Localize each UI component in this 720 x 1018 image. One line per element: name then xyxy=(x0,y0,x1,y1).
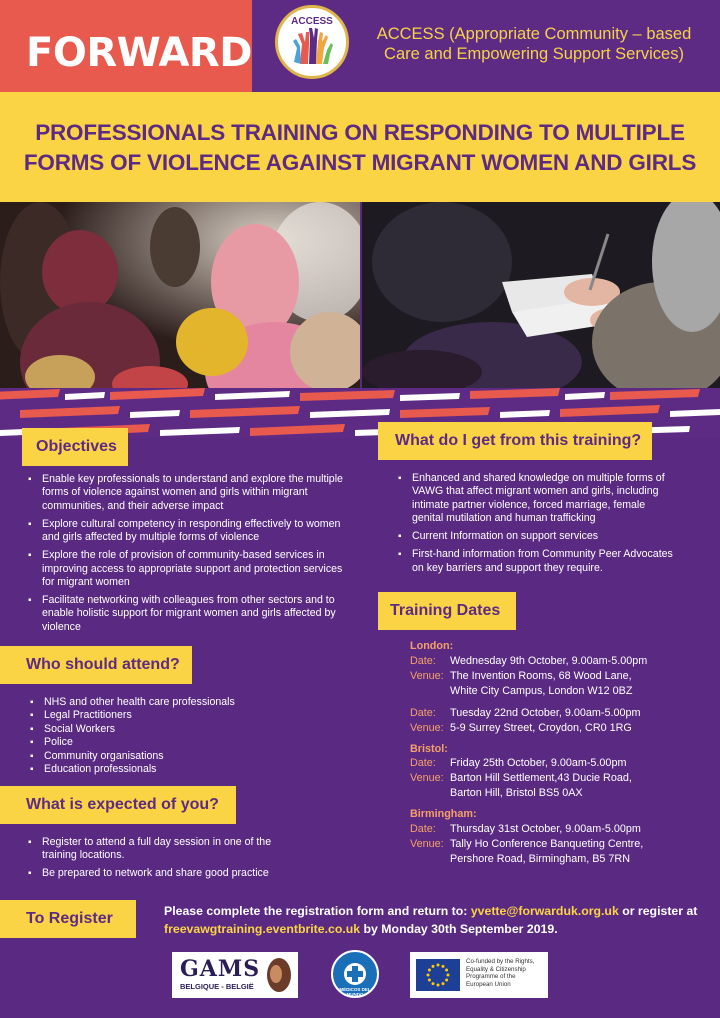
eu-cofunding-text: Co-funded by the Rights, Equality & Citizenship Programme of the European Union xyxy=(466,958,535,988)
venue-label: Venue: xyxy=(410,669,444,682)
list-item: ▪ Current Information on support services xyxy=(396,530,676,543)
venue-line: Barton Hill Settlement,43 Ducie Road, xyxy=(450,772,632,785)
forward-logo-panel xyxy=(0,0,252,104)
session-london-1 xyxy=(410,654,710,699)
venue-line: Tally Ho Conference Banqueting Centre, xyxy=(450,837,644,850)
session-date: Friday 25th October, 9.00am-5.00pm xyxy=(450,757,627,770)
session-bristol xyxy=(410,756,710,801)
date-label: Date: xyxy=(410,654,436,667)
session-date: Tuesday 22nd October, 9.00am-5.00pm xyxy=(450,706,641,719)
session-venue xyxy=(450,669,632,699)
attend-heading xyxy=(0,646,192,684)
list-item: ▪ Social Workers xyxy=(28,723,348,736)
session-venue xyxy=(450,837,643,867)
objectives-list xyxy=(26,473,352,639)
session-venue xyxy=(450,771,632,801)
eventbrite-link[interactable]: freevawgtraining.eventbrite.co.uk xyxy=(164,922,361,936)
page-title-line1: PROFESSIONALS TRAINING ON RESPONDING TO MULTIPLE xyxy=(35,120,685,145)
audience-photo-art xyxy=(0,202,360,390)
eu-cofunding-logo xyxy=(410,952,548,998)
list-item: ▪ Enable key professionals to understand and explore the multiple forms of violence against women and girls within migrant communities, and their adverse impact xyxy=(26,473,352,513)
notes-photo-art xyxy=(362,202,720,390)
medicos-del-mundo-logo xyxy=(331,950,379,998)
access-logo xyxy=(275,5,349,79)
training-dates-heading xyxy=(378,592,516,630)
list-item: ▪ Be prepared to network and share good practice xyxy=(26,867,304,880)
venue-line: The Invention Rooms, 68 Wood Lane, xyxy=(450,669,632,682)
venue-label: Venue: xyxy=(410,837,444,850)
expected-heading xyxy=(0,786,236,824)
list-item: ▪ Register to attend a full day session in one of the training locations. xyxy=(26,836,304,863)
session-date: Thursday 31st October, 9.00am-5.00pm xyxy=(450,822,641,835)
audience-photo xyxy=(0,202,360,390)
eu-flag-icon xyxy=(416,959,460,991)
expected-heading-text: What is expected of you? xyxy=(26,796,219,813)
list-item: ▪ Explore cultural competency in responding effectively to women and girls affected by multiple forms of violence xyxy=(26,518,352,545)
register-heading xyxy=(0,900,136,938)
date-label: Date: xyxy=(410,822,436,835)
city-birmingham: Birmingham: xyxy=(410,808,477,821)
training-dates-heading-text: Training Dates xyxy=(390,602,501,619)
page-title xyxy=(14,118,706,178)
attend-list xyxy=(28,696,348,776)
notes-photo xyxy=(362,202,720,390)
list-item: ▪ Legal Practitioners xyxy=(28,709,348,722)
access-title-line2: Care and Empowering Support Services) xyxy=(384,45,684,63)
attend-heading-text: Who should attend? xyxy=(26,656,180,673)
venue-line: Pershore Road, Birmingham, B5 7RN xyxy=(450,852,631,865)
venue-label: Venue: xyxy=(410,772,444,785)
access-logo-text: ACCESS xyxy=(291,16,333,27)
session-birmingham xyxy=(410,822,710,867)
gams-logo-sub: BELGIQUE - BELGIË xyxy=(180,982,254,991)
session-london-2 xyxy=(410,706,710,736)
access-title-line1: ACCESS (Appropriate Community – based xyxy=(376,25,692,43)
venue-label: Venue: xyxy=(410,721,444,734)
register-deadline: by Monday 30th September 2019. xyxy=(360,922,558,936)
page-title-line2: FORMS OF VIOLENCE AGAINST MIGRANT WOMEN AND GIRLS xyxy=(23,150,697,175)
venue-line: White City Campus, London W12 0BZ xyxy=(450,684,633,697)
training-dates xyxy=(410,640,710,874)
list-item: ▪ Explore the role of provision of community-based services in improving access to appropriate support and protection services for migrant women xyxy=(26,549,352,589)
city-bristol: Bristol: xyxy=(410,742,448,755)
register-heading-text: To Register xyxy=(26,910,113,927)
objectives-heading xyxy=(22,428,128,466)
forward-logo[interactable]: FORWARD xyxy=(26,30,252,76)
list-item: ▪ Police xyxy=(28,736,348,749)
session-date: Wednesday 9th October, 9.00am-5.00pm xyxy=(450,654,648,667)
list-item: ▪ NHS and other health care professionals xyxy=(28,696,348,709)
gams-face-icon xyxy=(264,955,294,995)
list-item: ▪ Facilitate networking with colleagues from other sectors and to enable holistic support for migrant women and girls affected by violence xyxy=(26,594,352,634)
register-instructions xyxy=(164,902,714,938)
date-label: Date: xyxy=(410,706,436,719)
city-london: London: xyxy=(410,640,454,652)
benefits-heading xyxy=(378,422,652,460)
date-label: Date: xyxy=(410,757,436,770)
list-item: ▪ First-hand information from Community Peer Advocates on key barriers and support they require. xyxy=(396,548,676,575)
benefits-heading-text: What do I get from this training? xyxy=(395,432,642,449)
register-email-link[interactable]: yvette@forwarduk.org.uk xyxy=(470,904,619,918)
session-venue: 5-9 Surrey Street, Croydon, CR0 1RG xyxy=(450,721,632,734)
register-text: Please complete the registration form and return to: xyxy=(164,904,471,918)
register-text: or register at xyxy=(618,904,698,918)
medicos-del-mundo-text: MÉDICOS DEL MUNDO xyxy=(339,987,371,997)
objectives-heading-text: Objectives xyxy=(36,438,117,455)
access-title xyxy=(356,24,712,64)
list-item: ▪ Enhanced and shared knowledge on multiple forms of VAWG that affect migrant women and girls, including intimate partner violence, forced marriage, female genital mutilation and human trafficking xyxy=(396,472,676,526)
list-item: ▪ Education professionals xyxy=(28,763,348,776)
list-item: ▪ Community organisations xyxy=(28,750,348,763)
gams-logo xyxy=(172,952,298,998)
expected-list xyxy=(26,836,304,885)
benefits-list xyxy=(396,472,676,580)
gams-logo-name: GAMS xyxy=(180,956,261,982)
venue-line: Barton Hill, Bristol BS5 0AX xyxy=(450,787,583,800)
